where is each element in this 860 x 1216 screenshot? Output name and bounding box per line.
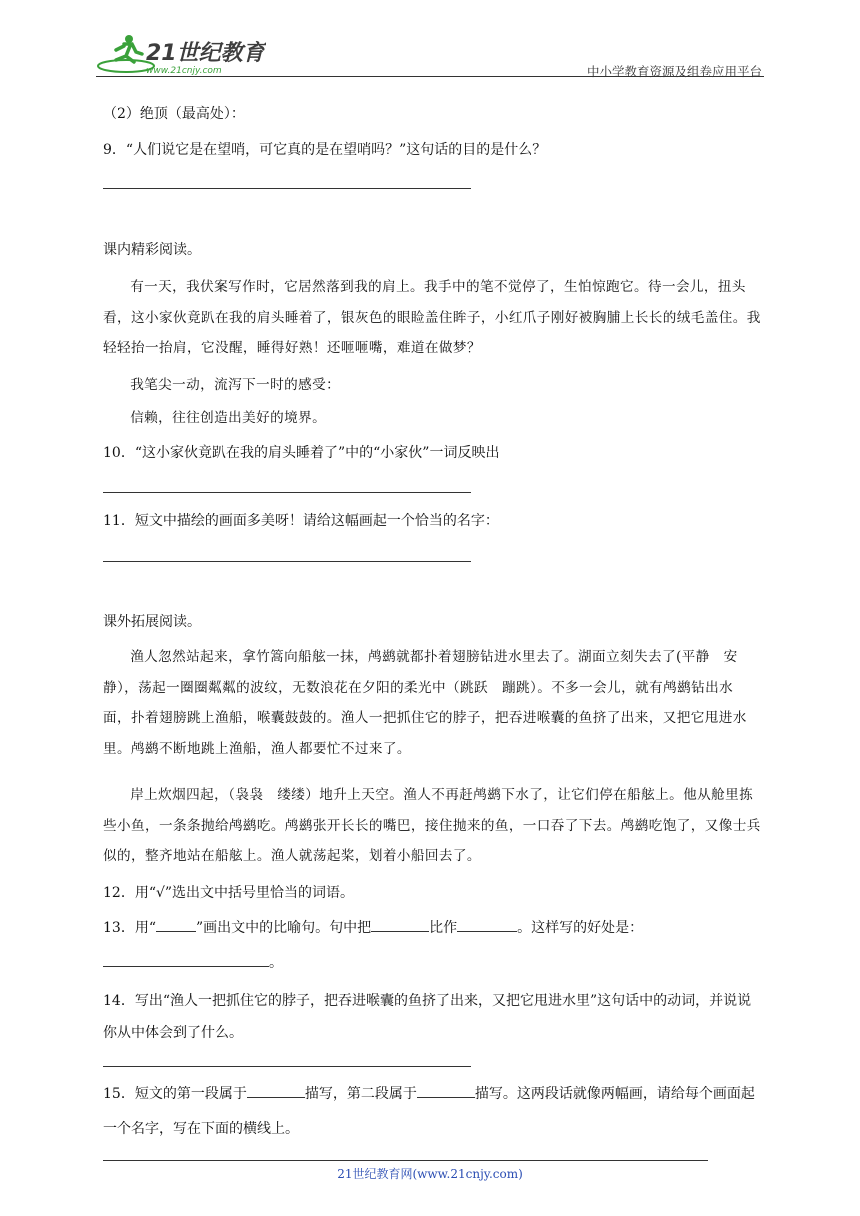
answer-line-10[interactable] [103, 492, 471, 493]
passage1-paragraph-1: 有一天，我伏案写作时，它居然落到我的肩上。我手中的笔不觉停了，生怕惊跑它。待一会儿，扭头看，这小家伙竟趴在我的肩头睡着了，银灰色的眼睑盖住眸子，小红爪子刚好被胸脯上长长的绒毛盖住。我轻轻抬一抬肩，它没醒，睡得好熟！还咂咂嘴，难道在做梦？ [103, 279, 761, 356]
q15-part-c: 描写。这两段话就像两幅画，请给每个画面起一个名字，写在下面的横线上。 [103, 1086, 755, 1137]
passage1-paragraph-3: 信赖，往往创造出美好的境界。 [130, 410, 327, 426]
logo-text: 21世纪教育 [146, 41, 265, 66]
q15-part-a: 15．短文的第一段属于 [103, 1086, 247, 1102]
q13-part-a: 13．用“ [103, 920, 156, 936]
q15-blank-1[interactable] [247, 1083, 305, 1098]
section-title-extended: 课外拓展阅读。 [103, 614, 201, 630]
question-11: 11．短文中描绘的画面多美呀！请给这幅画起一个恰当的名字： [103, 513, 499, 529]
passage2-paragraph-2: 岸上炊烟四起，（袅袅 缕缕）地升上天空。渔人不再赶鸬鹚下水了，让它们停在船舷上。他从舱里拣些小鱼，一条条抛给鸬鹚吃。鸬鹚张开长长的嘴巴，接住抛来的鱼，一口吞了下去。鸬鹚吃饱了，又像士兵似的，整齐地站在船舷上。渔人就荡起桨，划着小船回去了。 [103, 787, 761, 864]
logo-url: www.21cnjy.com [146, 66, 222, 76]
passage1-paragraph-2: 我笔尖一动，流泻下一时的感受： [130, 377, 341, 393]
q15-part-b: 描写，第二段属于 [304, 1086, 417, 1102]
q13-part-b: ”画出文中的比喻句。句中把 [195, 920, 372, 936]
q13-blank-object[interactable] [457, 917, 517, 932]
q15-blank-2[interactable] [417, 1083, 475, 1098]
question-13 [103, 917, 643, 938]
header-divider [96, 76, 764, 77]
q13-blank-mark[interactable] [156, 917, 196, 932]
question-10: 10．“这小家伙竟趴在我的肩头睡着了”中的“小家伙”一词反映出 [103, 445, 500, 461]
answer-line-11[interactable] [103, 561, 471, 562]
section-title-in-class: 课内精彩阅读。 [103, 242, 201, 258]
answer-line-14[interactable] [103, 1066, 471, 1067]
question-14: 14．写出“渔人一把抓住它的脖子，把吞进喉囊的鱼挤了出来，又把它甩进水里”这句话中的动词，并说说你从中体会到了什么。 [103, 993, 752, 1041]
q13-end: 。 [269, 955, 283, 971]
item-2-line: （2）绝顶（最高处）： [103, 106, 245, 122]
site-logo [96, 30, 266, 78]
q13-blank-benefit[interactable] [103, 952, 269, 967]
q13-blank-subject[interactable] [371, 917, 429, 932]
question-12: 12．用“√”选出文中括号里恰当的词语。 [103, 885, 355, 901]
passage2-paragraph-1: 渔人忽然站起来，拿竹篙向船舷一抹，鸬鹚就都扑着翅膀钻进水里去了。湖面立刻失去了(平静 安静），荡起一圈圈粼粼的波纹，无数浪花在夕阳的柔光中（跳跃 蹦跳）。不多一会儿，就有鸬鹚钻出水面，扑着翅膀跳上渔船，喉囊鼓鼓的。渔人一把抓住它的脖子，把吞进喉囊的鱼挤了出来，又把它甩进水里。鸬鹚不断地跳上渔船，渔人都要忙不过来了。 [103, 649, 747, 757]
runner-logo-icon [96, 30, 266, 78]
question-13-answer [103, 952, 283, 973]
q13-part-d: 。这样写的好处是： [517, 920, 644, 936]
footer-link[interactable]: 21世纪教育网(www.21cnjy.com) [337, 1167, 523, 1181]
q13-part-c: 比作 [429, 920, 458, 936]
question-15 [103, 1077, 763, 1147]
answer-line-9[interactable] [103, 188, 471, 189]
footer-divider [103, 1160, 708, 1161]
question-9: 9．“人们说它是在望哨，可它真的是在望哨吗？”这句话的目的是什么？ [103, 142, 547, 158]
platform-title: 中小学教育资源及组卷应用平台 [586, 64, 762, 79]
